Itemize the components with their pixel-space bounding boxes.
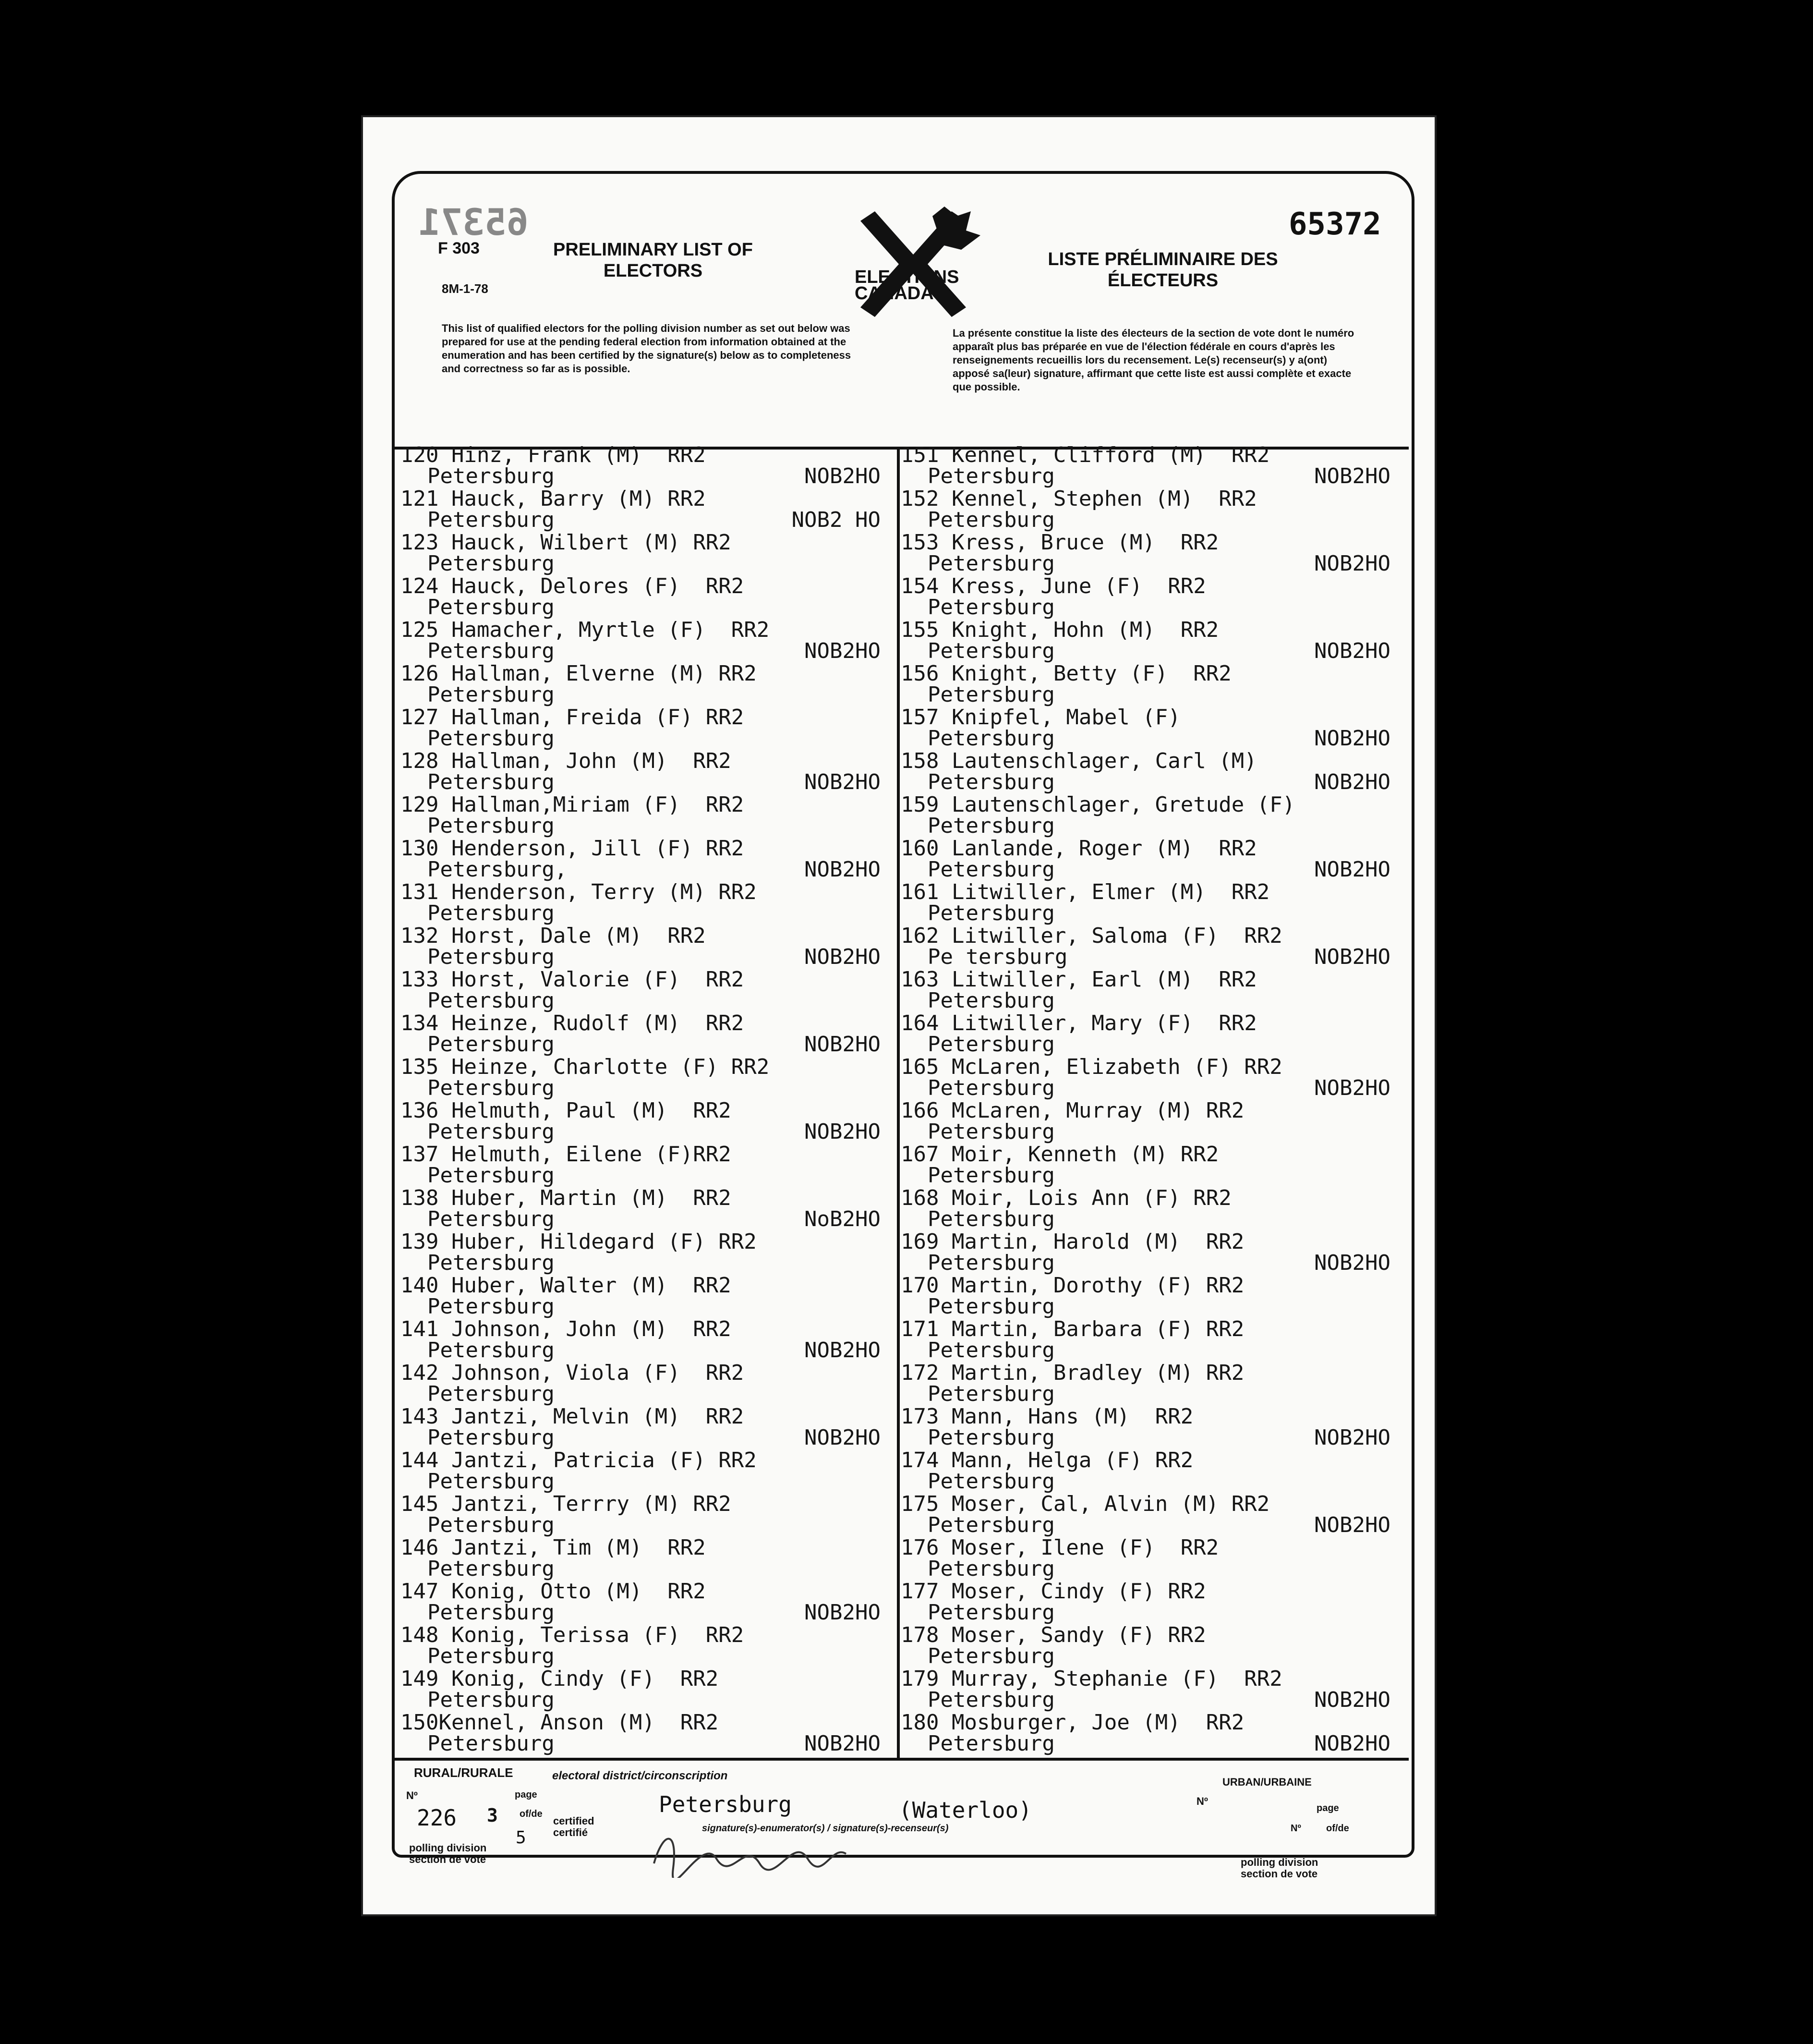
elector-town-line: Petersburg (928, 770, 1055, 794)
elector-town-line: Petersburg (427, 1425, 555, 1450)
elector-entry (901, 1625, 1405, 1668)
elector-town-line: Petersburg (928, 814, 1055, 838)
elector-town-line: Petersburg (427, 1382, 555, 1406)
elector-postal-code: NOB2HO (1314, 945, 1390, 969)
elector-name-line: 177 Moser, Cindy (F) RR2 (901, 1579, 1206, 1604)
elector-name-line: 155 Knight, Hohn (M) RR2 (901, 618, 1219, 642)
elector-entry (901, 707, 1405, 751)
elector-name-line: 169 Martin, Harold (M) RR2 (901, 1229, 1245, 1254)
elector-name-line: 172 Martin, Bradley (M) RR2 (901, 1361, 1245, 1385)
elector-entry (901, 1100, 1405, 1144)
elector-name-line: 153 Kress, Bruce (M) RR2 (901, 530, 1219, 555)
elector-name-line: 171 Martin, Barbara (F) RR2 (901, 1317, 1245, 1341)
elector-town-line: Petersburg (427, 595, 555, 620)
elector-town-line: Pe tersburg (928, 945, 1068, 969)
urban-no-label-2: Nº (1291, 1823, 1301, 1834)
elector-name-line: 124 Hauck, Delores (F) RR2 (400, 574, 744, 598)
elector-name-line: 130 Henderson, Jill (F) RR2 (400, 836, 744, 861)
elector-entry (400, 1144, 895, 1188)
elector-town-line: Petersburg (928, 464, 1055, 488)
elector-entry (901, 1537, 1405, 1581)
elector-postal-code: NOB2HO (1314, 770, 1390, 794)
elector-postal-code: NOB2HO (1314, 551, 1390, 576)
elector-town-line: Petersburg (427, 770, 555, 794)
elector-postal-code: NOB2HO (804, 1119, 881, 1144)
elector-town-line: Petersburg (427, 726, 555, 751)
elector-name-line: 158 Lautenschlager, Carl (M) (901, 749, 1257, 773)
elector-town-line: Petersburg (928, 1032, 1055, 1057)
elector-postal-code: NOB2HO (804, 945, 881, 969)
elector-town-line: Petersburg (928, 1251, 1055, 1275)
elector-town-line: Petersburg (427, 1469, 555, 1494)
elector-town-line: Petersburg (427, 1294, 555, 1319)
elector-postal-code: NOB2HO (804, 1032, 881, 1057)
polling-no-label: Nº (406, 1789, 418, 1801)
elector-name-line: 141 Johnson, John (M) RR2 (400, 1317, 731, 1341)
elector-entry (400, 1450, 895, 1494)
elector-town-line: Petersburg (427, 1163, 555, 1188)
elector-name-line: 127 Hallman, Freida (F) RR2 (400, 705, 744, 730)
elector-entry (901, 576, 1405, 620)
elector-town-line: Petersburg (427, 1119, 555, 1144)
elector-entry (901, 1013, 1405, 1057)
elector-entry (901, 1581, 1405, 1625)
enumerator-signature (649, 1825, 851, 1878)
elector-entry (400, 1712, 895, 1756)
elector-postal-code: NOB2HO (804, 1731, 881, 1756)
elector-postal-code: NOB2HO (1314, 857, 1390, 882)
elector-name-line: 131 Henderson, Terry (M) RR2 (400, 880, 757, 904)
elector-name-line: 132 Horst, Dale (M) RR2 (400, 924, 706, 948)
logo-text: ELECTIONS CANADA (855, 267, 959, 304)
elector-town-line: Petersburg (427, 945, 555, 969)
elector-entry (901, 1231, 1405, 1275)
elector-entry (901, 620, 1405, 663)
elector-name-line: 165 McLaren, Elizabeth (F) RR2 (901, 1055, 1282, 1079)
elector-postal-code: NOB2HO (1314, 1513, 1390, 1537)
elector-town-line: Petersburg (928, 1600, 1055, 1625)
elector-name-line: 163 Litwiller, Earl (M) RR2 (901, 967, 1257, 992)
polling-division-number: 226 (417, 1805, 457, 1831)
elector-town-line: Petersburg (427, 1076, 555, 1100)
elector-town-line: Petersburg (928, 1425, 1055, 1450)
elector-town-line: Petersburg (928, 901, 1055, 925)
elector-town-line: Petersburg (928, 595, 1055, 620)
elector-town-line: Petersburg (928, 1469, 1055, 1494)
form-date: 8M-1-78 (442, 281, 488, 296)
elector-name-line: 137 Helmuth, Eilene (F)RR2 (400, 1142, 731, 1167)
elector-town-line: Petersburg (928, 1207, 1055, 1231)
urban-polling-division-label: polling division section de vote (1241, 1856, 1318, 1880)
elector-name-line: 129 Hallman,Miriam (F) RR2 (400, 792, 744, 817)
elector-name-line: 123 Hauck, Wilbert (M) RR2 (400, 530, 731, 555)
elector-town-line: Petersburg (928, 1557, 1055, 1581)
elector-entry (400, 445, 895, 488)
elector-town-line: Petersburg (427, 814, 555, 838)
elector-name-line: 126 Hallman, Elverne (M) RR2 (400, 661, 757, 686)
elector-town-line: Petersburg (928, 726, 1055, 751)
elector-name-line: 157 Knipfel, Mabel (F) (901, 705, 1181, 730)
elector-name-line: 121 Hauck, Barry (M) RR2 (400, 487, 706, 511)
elector-entry (901, 1668, 1405, 1712)
elector-town-line: Petersburg (427, 639, 555, 663)
elector-name-line: 136 Helmuth, Paul (M) RR2 (400, 1098, 731, 1123)
elector-town-line: Petersburg (928, 1294, 1055, 1319)
elector-name-line: 161 Litwiller, Elmer (M) RR2 (901, 880, 1270, 904)
elector-name-line: 148 Konig, Terissa (F) RR2 (400, 1623, 744, 1647)
elector-entry (901, 838, 1405, 882)
elector-entry (901, 925, 1405, 969)
elector-entry (901, 1144, 1405, 1188)
elector-name-line: 142 Johnson, Viola (F) RR2 (400, 1361, 744, 1385)
elector-name-line: 151 Kennel, Clifford (M) RR2 (901, 443, 1270, 467)
elector-postal-code: NOB2HO (1314, 1425, 1390, 1450)
elector-name-line: 139 Huber, Hildegard (F) RR2 (400, 1229, 757, 1254)
elector-postal-code: NOB2HO (1314, 464, 1390, 488)
elector-entry (400, 1625, 895, 1668)
elector-entry (400, 1231, 895, 1275)
elector-entry (901, 1188, 1405, 1231)
elector-name-line: 166 McLaren, Murray (M) RR2 (901, 1098, 1245, 1123)
elector-town-line: Petersburg (928, 988, 1055, 1013)
elector-entry (400, 794, 895, 838)
elector-name-line: 160 Lanlande, Roger (M) RR2 (901, 836, 1257, 861)
elector-entry (901, 794, 1405, 838)
electors-column-right (901, 445, 1405, 1756)
elector-name-line: 144 Jantzi, Patricia (F) RR2 (400, 1448, 757, 1472)
elector-entry (400, 969, 895, 1013)
elector-name-line: 179 Murray, Stephanie (F) RR2 (901, 1667, 1282, 1691)
elector-name-line: 140 Huber, Walter (M) RR2 (400, 1273, 731, 1298)
page-total: 5 (516, 1828, 526, 1848)
elector-name-line: 146 Jantzi, Tim (M) RR2 (400, 1535, 706, 1560)
elector-name-line: 156 Knight, Betty (F) RR2 (901, 661, 1232, 686)
elector-town-line: Petersburg (427, 1688, 555, 1712)
elections-canada-logo (841, 202, 985, 327)
elector-name-line: 152 Kennel, Stephen (M) RR2 (901, 487, 1257, 511)
elector-entry (901, 751, 1405, 794)
electors-column-left (400, 445, 895, 1756)
elector-entry (400, 1319, 895, 1363)
elector-name-line: 174 Mann, Helga (F) RR2 (901, 1448, 1194, 1472)
electors-list-sheet (361, 115, 1437, 1916)
polling-division-label: polling division section de vote (409, 1842, 487, 1865)
elector-postal-code: NOB2HO (804, 1425, 881, 1450)
elector-postal-code: NOB2HO (804, 639, 881, 663)
elector-town-line: Petersburg (427, 1557, 555, 1581)
elector-entry (400, 882, 895, 925)
elector-entry (901, 1406, 1405, 1450)
elector-town-line: Petersburg (928, 1382, 1055, 1406)
elector-postal-code: NOB2HO (1314, 1688, 1390, 1712)
elector-entry (400, 1406, 895, 1450)
elector-town-line: Petersburg (928, 1338, 1055, 1363)
elector-entry (400, 1275, 895, 1319)
elector-entry (901, 1319, 1405, 1363)
elector-postal-code: NOB2HO (804, 770, 881, 794)
elector-entry (901, 663, 1405, 707)
elector-name-line: 164 Litwiller, Mary (F) RR2 (901, 1011, 1257, 1035)
elector-town-line: Petersburg (928, 1644, 1055, 1668)
elector-town-line: Petersburg (928, 1513, 1055, 1537)
elector-entry (400, 925, 895, 969)
elector-town-line: Petersburg, (427, 857, 568, 882)
elector-entry (400, 1668, 895, 1712)
elector-postal-code: NOB2HO (1314, 1251, 1390, 1275)
footer-divider (392, 1758, 1409, 1761)
elector-entry (901, 488, 1405, 532)
elector-town-line: Petersburg (928, 1731, 1055, 1756)
elector-name-line: 133 Horst, Valorie (F) RR2 (400, 967, 744, 992)
elector-entry (400, 838, 895, 882)
elector-name-line: 175 Moser, Cal, Alvin (M) RR2 (901, 1492, 1270, 1516)
elector-entry (400, 751, 895, 794)
column-divider (897, 447, 900, 1758)
of-label: of/de (520, 1809, 543, 1819)
elector-entry (400, 620, 895, 663)
elector-name-line: 120 Hinz, Frank (M) RR2 (400, 443, 706, 467)
electoral-district-label: electoral district/circonscription (552, 1769, 728, 1782)
serial-number: 65372 (1289, 207, 1381, 242)
title-english: PRELIMINARY LIST OF ELECTORS (553, 240, 753, 281)
elector-town-line: Petersburg (928, 639, 1055, 663)
elector-entry (400, 488, 895, 532)
elector-town-line: Petersburg (928, 682, 1055, 707)
elector-town-line: Petersburg (427, 1731, 555, 1756)
elector-entry (400, 1537, 895, 1581)
elector-town-line: Petersburg (427, 1600, 555, 1625)
elector-name-line: 150Kennel, Anson (M) RR2 (400, 1710, 719, 1735)
elector-entry (901, 1494, 1405, 1537)
elector-entry (901, 882, 1405, 925)
elector-town-line: Petersburg (928, 508, 1055, 532)
elector-town-line: Petersburg (928, 551, 1055, 576)
county-name: (Waterloo) (899, 1797, 1032, 1823)
elector-postal-code: NOB2HO (1314, 639, 1390, 663)
elector-entry (901, 1057, 1405, 1100)
elector-entry (400, 707, 895, 751)
elector-name-line: 159 Lautenschlager, Gretude (F) (901, 792, 1295, 817)
elector-name-line: 128 Hallman, John (M) RR2 (400, 749, 731, 773)
elector-name-line: 168 Moir, Lois Ann (F) RR2 (901, 1186, 1232, 1210)
elector-name-line: 147 Konig, Otto (M) RR2 (400, 1579, 706, 1604)
elector-postal-code: NOB2HO (1314, 1076, 1390, 1100)
elector-postal-code: NOB2HO (804, 857, 881, 882)
elector-name-line: 125 Hamacher, Myrtle (F) RR2 (400, 618, 770, 642)
urban-page-label: page (1317, 1803, 1339, 1813)
elector-town-line: Petersburg (928, 1688, 1055, 1712)
elector-name-line: 149 Konig, Cindy (F) RR2 (400, 1667, 719, 1691)
elector-name-line: 180 Mosburger, Joe (M) RR2 (901, 1710, 1245, 1735)
elector-town-line: Petersburg (427, 1338, 555, 1363)
elector-name-line: 143 Jantzi, Melvin (M) RR2 (400, 1404, 744, 1429)
elector-entry (400, 1100, 895, 1144)
elector-name-line: 145 Jantzi, Terrry (M) RR2 (400, 1492, 731, 1516)
elector-town-line: Petersburg (427, 988, 555, 1013)
elector-entry (400, 1013, 895, 1057)
elector-town-line: Petersburg (427, 1251, 555, 1275)
elector-name-line: 138 Huber, Martin (M) RR2 (400, 1186, 731, 1210)
elector-town-line: Petersburg (928, 1076, 1055, 1100)
elector-town-line: Petersburg (427, 508, 555, 532)
elector-name-line: 178 Moser, Sandy (F) RR2 (901, 1623, 1206, 1647)
elector-postal-code: NoB2HO (804, 1207, 881, 1231)
elector-entry (901, 445, 1405, 488)
elector-town-line: Petersburg (427, 1207, 555, 1231)
elector-postal-code: NOB2HO (804, 464, 881, 488)
elector-town-line: Petersburg (928, 1163, 1055, 1188)
elector-entry (901, 1363, 1405, 1406)
urban-no-label: Nº (1197, 1795, 1208, 1807)
urban-of-label: of/de (1326, 1823, 1349, 1834)
title-french: LISTE PRÉLIMINAIRE DES ÉLECTEURS (1048, 249, 1278, 291)
elector-entry (901, 1712, 1405, 1756)
elector-entry (901, 1450, 1405, 1494)
elector-entry (400, 1363, 895, 1406)
elector-town-line: Petersburg (427, 1644, 555, 1668)
intro-french: La présente constitue la liste des électeurs de la section de vote dont le numéro apparaît plus bas préparée en vue de l'élection fédérale en cours d'après les renseignements recueillis lors du recensement. Le(s) recenseur(s) y a(ont) apposé sa(leur) signature, affirmant que cette liste est aussi complète et exacte que possible. (953, 327, 1354, 393)
elector-postal-code: NOB2HO (1314, 726, 1390, 751)
page-label: page (515, 1789, 537, 1800)
elector-town-line: Petersburg (427, 464, 555, 488)
elector-entry (400, 532, 895, 576)
intro-english: This list of qualified electors for the polling division number as set out below was prepared for use at the pending federal election from information obtained at the enumeration and has been certified by the signature(s) below as to completeness and correctness so far as is possible. (442, 322, 851, 375)
elector-name-line: 173 Mann, Hans (M) RR2 (901, 1404, 1194, 1429)
elector-name-line: 162 Litwiller, Saloma (F) RR2 (901, 924, 1282, 948)
elector-entry (400, 1494, 895, 1537)
elector-entry (400, 1057, 895, 1100)
serial-number-faint: 65371 (419, 201, 529, 243)
elector-postal-code: NOB2HO (804, 1338, 881, 1363)
elector-town-line: Petersburg (427, 901, 555, 925)
elector-name-line: 170 Martin, Dorothy (F) RR2 (901, 1273, 1245, 1298)
rural-label: RURAL/RURALE (414, 1765, 513, 1780)
page-number: 3 (487, 1805, 498, 1826)
elector-entry (400, 1581, 895, 1625)
elector-entry (400, 576, 895, 620)
elector-town-line: Petersburg (427, 551, 555, 576)
elector-name-line: 176 Moser, Ilene (F) RR2 (901, 1535, 1219, 1560)
elector-town-line: Petersburg (427, 1032, 555, 1057)
elector-entry (400, 663, 895, 707)
elector-name-line: 135 Heinze, Charlotte (F) RR2 (400, 1055, 770, 1079)
urban-label: URBAN/URBAINE (1222, 1776, 1312, 1788)
elector-entry (901, 532, 1405, 576)
elector-entry (400, 1188, 895, 1231)
elector-town-line: Petersburg (427, 1513, 555, 1537)
elector-name-line: 134 Heinze, Rudolf (M) RR2 (400, 1011, 744, 1035)
elector-postal-code: NOB2HO (804, 1600, 881, 1625)
elector-name-line: 154 Kress, June (F) RR2 (901, 574, 1206, 598)
signature-label: signature(s)-enumerator(s) / signature(s)-recenseur(s) (702, 1823, 949, 1834)
elector-town-line: Petersburg (928, 1119, 1055, 1144)
elector-postal-code: NOB2 HO (791, 508, 881, 532)
elector-town-line: Petersburg (928, 857, 1055, 882)
elector-entry (901, 1275, 1405, 1319)
form-number: F 303 (438, 239, 480, 257)
elector-town-line: Petersburg (427, 682, 555, 707)
elector-postal-code: NOB2HO (1314, 1731, 1390, 1756)
elector-name-line: 167 Moir, Kenneth (M) RR2 (901, 1142, 1219, 1167)
elector-entry (901, 969, 1405, 1013)
electoral-district-name: Petersburg (659, 1791, 792, 1817)
certified-label: certified certifié (553, 1815, 594, 1838)
